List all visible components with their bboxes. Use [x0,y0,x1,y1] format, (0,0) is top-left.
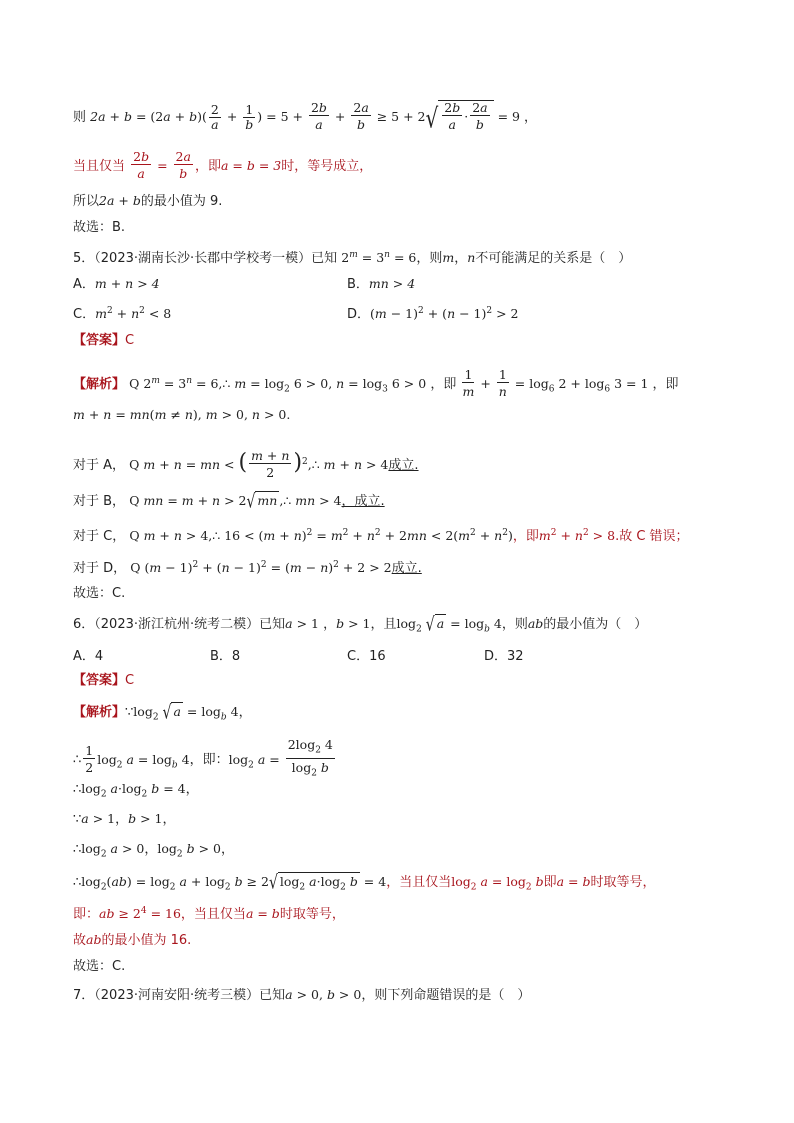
text: 成立. [391,561,422,577]
q6-choice: 故选：C. [73,959,126,974]
text: 即： [73,907,100,923]
math-expression: Q m + n > 4,∴ $16 < (m + n)^2 = m^2 + n^2 + 2mn < 2(m^2 + n^2)$ [129,528,513,544]
q6-analysis-7 [73,902,345,924]
math-var: ab [527,616,544,631]
text: 已知 [259,988,286,1003]
text: 时，等号成立， [281,159,373,174]
math-expression: $\frac{2b}{a}$ = $\frac{2a}{b}$ [133,149,191,181]
math-expression: $\log_2$ √ $a = \log_b 4$ [133,701,239,724]
q4-line-2 [73,150,372,183]
question-number: 5． [73,251,95,267]
option-text: $(m - 1)^2 + (n - 1)^2 > 2$ [370,305,519,321]
text: ，即： [189,752,229,768]
q5-analysis-b [73,491,385,511]
math-expression: $\frac{1}{m}$ + $\frac{1}{n} = \log_6 2 + \log_6 3 = 1$ [462,367,649,399]
math-expression: 2a + b [99,193,141,208]
q7-stem [73,986,530,1005]
text: 所以 [73,194,100,209]
math-expression: 1 $2\log_2$ $a = \log_b 4$ [85,742,190,775]
q6-stem: 6．（2023·浙江杭州·统考二模）已知a > 1 ，b > 1，且$\log_2$ √ $a = \log_b 4$，则ab的最小值为（ ） [73,613,648,636]
q5-option-b[interactable] [347,273,415,292]
text: ，则 [416,251,443,267]
math-var: n [467,250,476,266]
q5-analysis-1: 【解析】 Q $2^m = 3^n$ = 6,∴ $m = \log_2 6 > 0$, $n = \log_3 6 > 0$ ，即 $\frac{1}{m}$ + $\frac{1}{n} = \log_6 2 + \log_6 3 = 1$ ，即 [73,367,679,399]
q6-option-d[interactable]: D．32 [484,649,524,664]
math-expression: $\log_2 a$ = $2\log_2$ 4 $\log_2 b$ [228,737,333,778]
q5-analysis-2 [73,406,290,425]
text: 已知 [311,251,338,267]
answer-tag: 【答案】 [73,333,126,348]
text: 即 [543,875,557,890]
q6-option-b[interactable]: B．8 [210,649,241,664]
q5-choice: 故选：C. [73,586,126,601]
q5-analysis-c [73,524,689,546]
q6-analysis-2 [73,738,337,782]
math-expression: Q mn = m + n > 2√ mn ,∴ mn > 4 [129,490,342,513]
option-text: m + n > 4 [94,276,160,291]
math-expression: m + n = mn(m ≠ n), m > 0, n > 0. [73,407,291,422]
q5-answer [73,332,134,350]
math-expression: a = b [245,906,280,922]
text: 的最小值为 16. [101,933,192,948]
text: 时取等号， [279,907,345,923]
q5-stem: 5．（2023·湖南长沙·长郡中学校考一模）已知 $2^m = 3^n = 6$，则m，n不可能满足的关系是（ ） [73,250,632,267]
math-expression: $m^2 + n^2 > 8$ [538,528,616,544]
text: ，当且仅当 [180,907,246,923]
math-expression: a > 0, b > 0 [285,987,362,1002]
therefore-symbol: ∴ [73,875,82,890]
math-condition: a = b = 3 [220,158,282,173]
q5-option-d[interactable] [347,303,518,322]
text: 的最小值为 9. [140,194,223,209]
text: .故 C 错误； [615,529,689,545]
q6-analysis-6 [73,872,656,897]
q6-analysis-1: 【解析】$\because\log_2$ √ $a = \log_b 4$， [73,701,252,724]
question-source: （2023·河南安阳·统考三模） [94,988,260,1003]
math-expression: $\log_2(ab) = \log_2 a + \log_2 b \ge 2√$ $\log_2 a\cdot\log_2$ b = 4 [81,874,386,889]
text: 对于 A， [73,458,126,473]
text: 当且仅当 [73,159,126,174]
math-expression: a = b [556,874,591,889]
answer-tag: 【答案】 [73,673,126,688]
option-text: $m^2 + n^2 < 8$ [95,305,172,321]
therefore-symbol: ∴ [73,782,82,797]
q6-analysis-3: $\therefore\log_2$ $a\cdot\log_2$ b = 4， [73,781,199,800]
q6-option-a[interactable]: A．4 [73,649,104,664]
math-expression: $\log_2 a\cdot\log_2$ b = 4 [81,781,186,800]
math-expression: Q $2^m = 3^n$ = 6,∴ $m = \log_2 6 > 0$, $n = \log_3 6 > 0$ [129,375,427,395]
math-var: m [442,250,455,266]
q4-line-1 [73,100,537,134]
math-expression: a > 1 [285,616,319,631]
q4-line-3 [73,192,222,211]
text: 不可能满足的关系是（ ） [475,251,632,267]
math-expression: a > 1 [81,811,116,826]
math-expression: $\log_2 a > 0$ [81,841,145,860]
text: ， [523,110,537,125]
math-expression: b > 1 [336,616,371,631]
q6-analysis-5: $\therefore\log_2$ a > 0，$\log_2 b > 0$， [73,841,235,860]
because-symbol: ∵ [125,705,134,720]
math-expression: b > 1 [128,811,163,826]
text: 对于 B， [73,494,126,509]
text: 已知 [259,617,286,632]
text: 时取等号， [590,875,656,890]
question-number: 7． [73,988,95,1003]
answer-value: C [125,673,135,688]
math-expression: Q m + n = mn < ( m + n 2 )$^2$,∴ m + n > 4 [129,448,389,480]
option-label: D． [347,307,371,322]
text: 故 [73,933,87,948]
option-text: mn > 4 [368,276,416,291]
text: 则 [73,110,87,125]
q4-choice: 故选：B. [73,220,126,235]
option-label: A． [73,277,95,292]
question-number: 6． [73,617,95,632]
text: 对于 D， [73,561,127,577]
analysis-tag: 【解析】 [73,705,126,720]
text: 对于 C， [73,529,126,545]
text: ，当且仅当 [386,875,452,890]
q5-analysis-d [73,556,422,578]
math-expression: $\log_2 b > 0$ [157,841,222,860]
math-expression: $2^m = 3^n = 6$ [341,250,417,266]
math-expression: 2a + b = (2a + b)( $\frac{2}{a}$ + $\frac{1}{b}$ ) = 5 + $\frac{2b}{a}$ + $\frac{2a}{b} \ge 5 + 2√$ $\frac{2b}{a}$ · $\frac{2a}{b} = 9$ [90,100,524,134]
text: ，则 [501,617,528,632]
text: ，则下列命题错误的是（ ） [361,988,531,1003]
q6-option-c[interactable]: C．16 [347,649,386,664]
text: ，即 [512,529,539,545]
option-label: B． [347,277,369,292]
answer-value: C [125,333,135,348]
q5-analysis-a [73,449,419,482]
option-label: C． [73,307,96,322]
question-source: （2023·浙江杭州·统考二模） [94,617,260,632]
therefore-symbol: ∴ [73,842,82,857]
q5-option-a[interactable] [73,273,160,292]
q6-analysis-4: ∵a > 1，b > 1， [73,811,176,827]
analysis-tag: 【解析】 [73,377,126,392]
question-source: （2023·湖南长沙·长郡中学校考一模） [94,251,312,267]
math-expression: Q $(m - 1)^2 + (n - 1)^2 = (m - n)^2 + 2 > 2$ [130,560,392,576]
math-expression: $\log_2 a = \log_2 b$ [451,874,544,893]
text: ，即 [194,159,221,174]
q6-answer [73,672,134,690]
text: ，且 [370,617,397,632]
math-expression: $\log_2$ √ $a = \log_b 4$ [396,613,502,636]
q6-analysis-8 [73,931,191,950]
because-symbol: ∵ [73,812,82,827]
text: 的最小值为（ ） [543,617,648,632]
text: ，成立. [341,494,385,509]
therefore-symbol: ∴ [73,752,82,768]
math-expression: ab ≥ $2^4 = 16$ [99,906,181,922]
text: 成立. [388,458,419,473]
q5-option-c[interactable] [73,303,171,322]
math-var: ab [86,932,102,947]
